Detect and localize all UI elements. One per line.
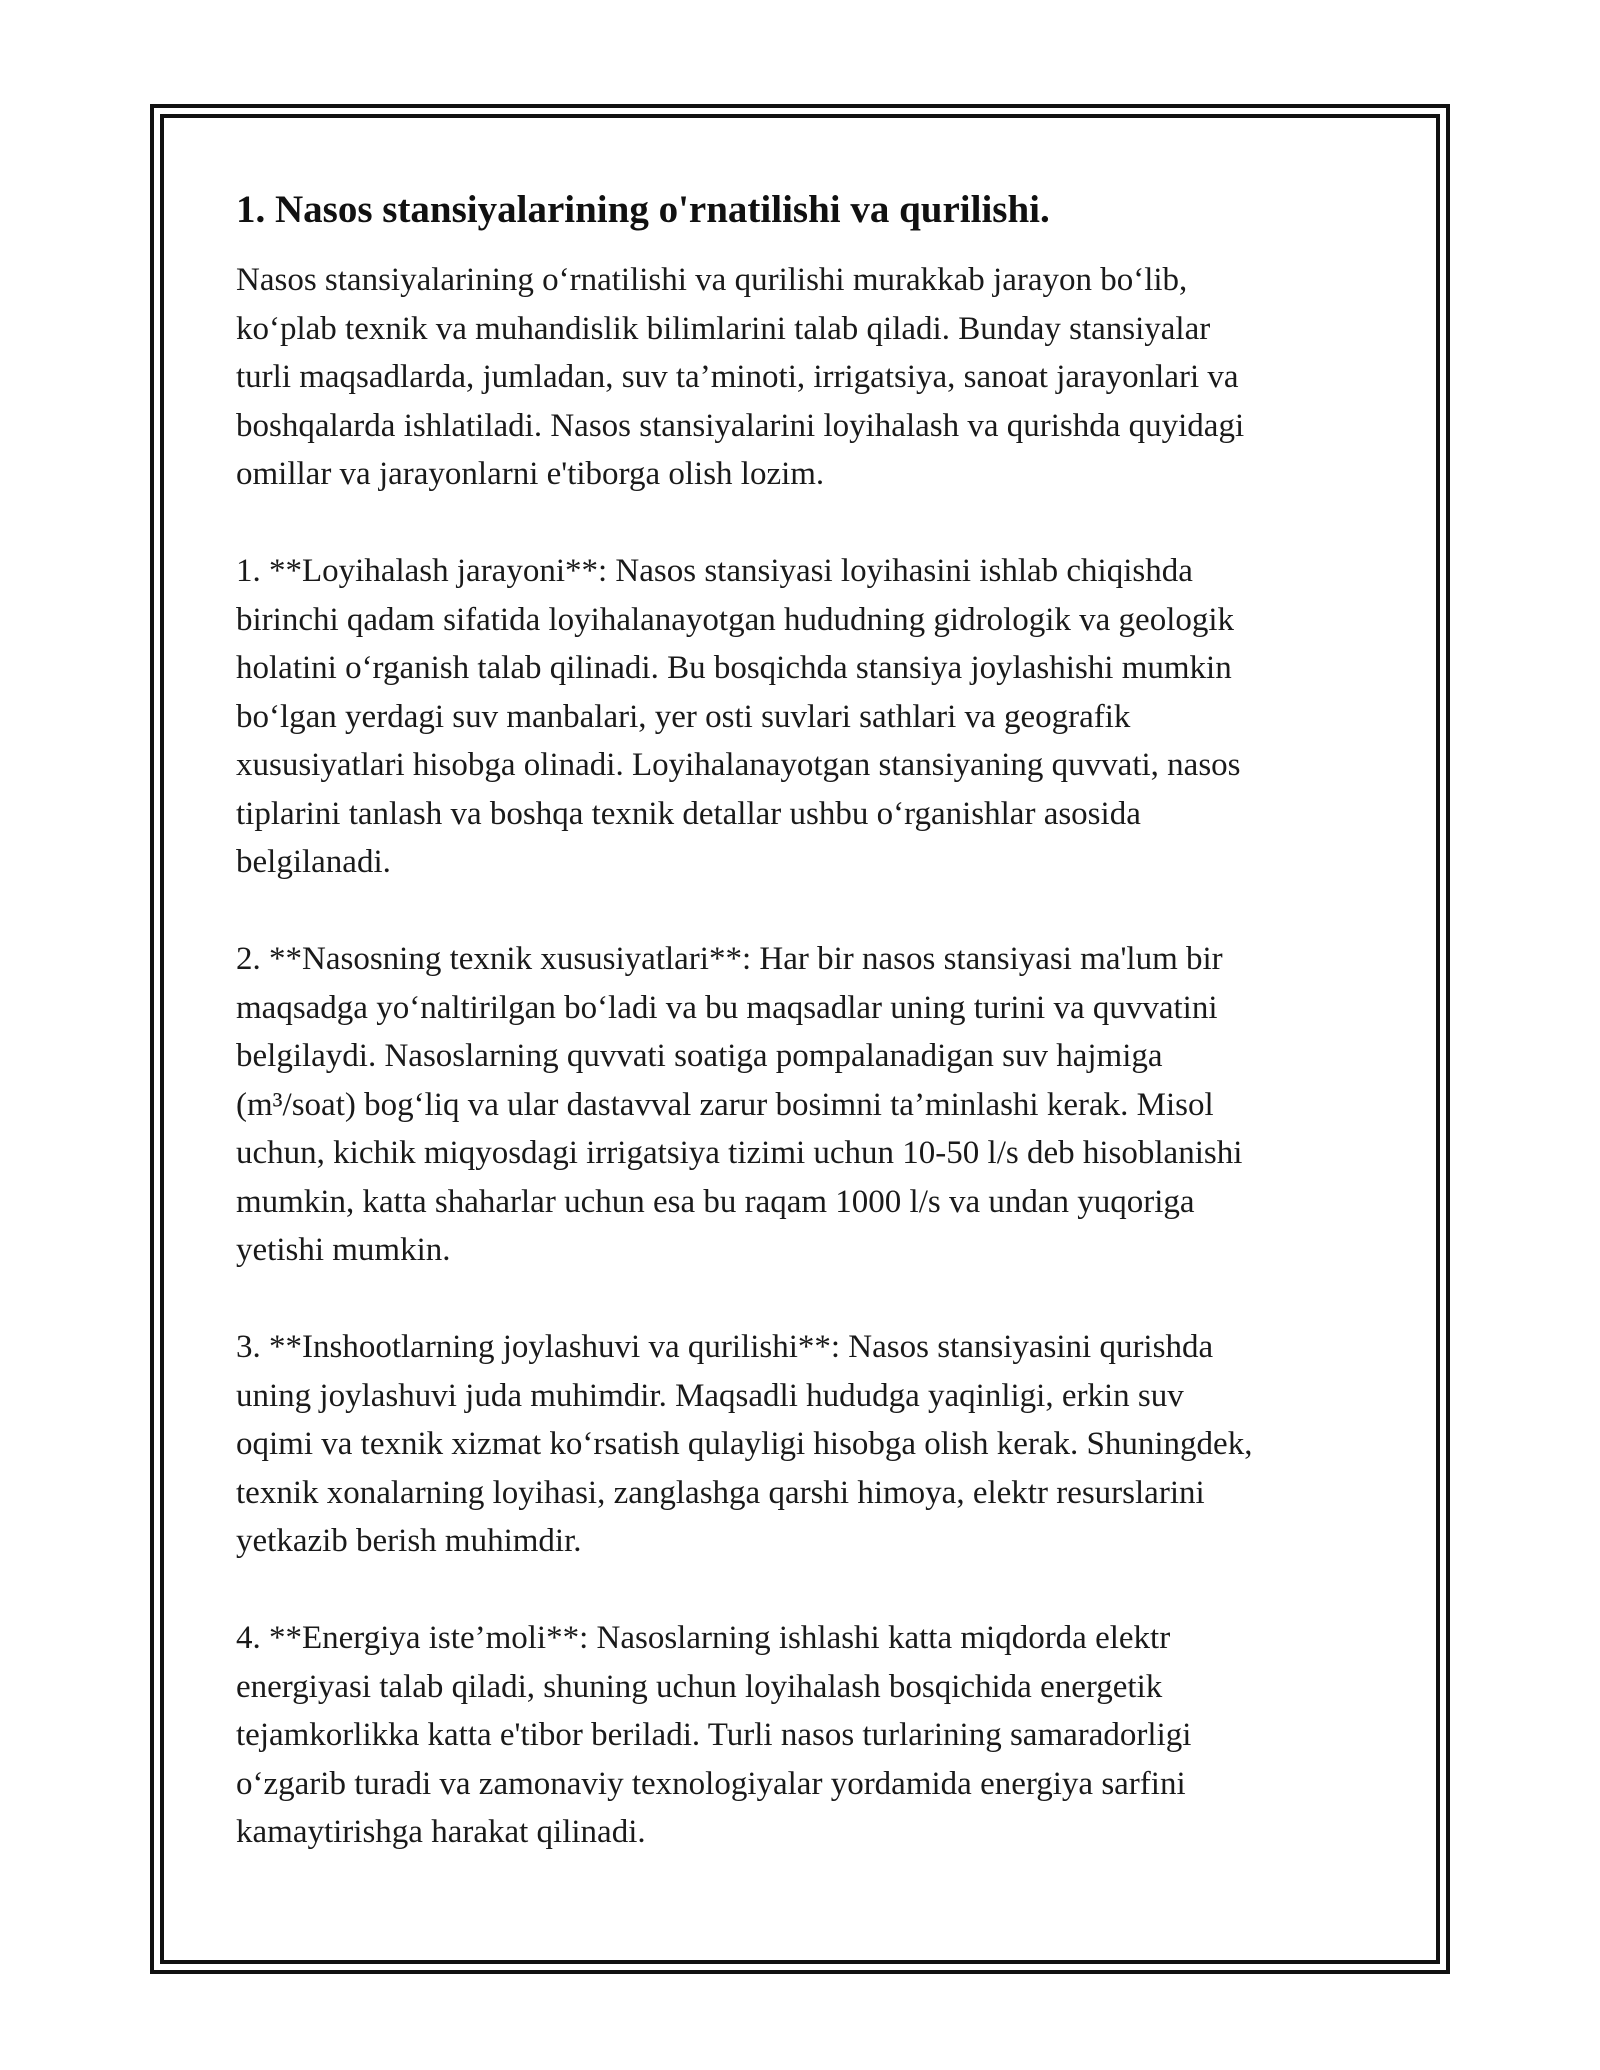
paragraph-line: 1. **Loyihalash jarayoni**: Nasos stansiyasi loyihasini ishlab chiqishda <box>236 553 1193 589</box>
document-body <box>236 186 1386 1905</box>
paragraph-line: uchun, kichik miqyosdagi irrigatsiya tizimi uchun 10-50 l/s deb hisoblanishi <box>236 1135 1243 1171</box>
paragraph-line: 3. **Inshootlarning joylashuvi va qurilishi**: Nasos stansiyasini qurishda <box>236 1329 1214 1365</box>
paragraph-line: ko‘plab texnik va muhandislik bilimlarini talab qiladi. Bunday stansiyalar <box>236 310 1211 347</box>
page-title: 1. Nasos stansiyalarining o'rnatilishi va qurilishi. <box>236 188 1050 231</box>
paragraph-line: 4. **Energiya iste’moli**: Nasoslarning ishlashi katta miqdorda elektr <box>236 1620 1171 1656</box>
paragraph-line: kamaytirishga harakat qilinadi. <box>236 1814 646 1850</box>
paragraph-line: tiplarini tanlash va boshqa texnik detallar ushbu o‘rganishlar asosida <box>236 795 1141 832</box>
section-texnik-xususiyatlari <box>236 935 1386 1275</box>
paragraph-line: holatini o‘rganish talab qilinadi. Bu bosqichda stansiya joylashishi mumkin <box>236 650 1232 686</box>
paragraph-line: omillar va jarayonlarni e'tiborga olish lozim. <box>236 456 825 492</box>
paragraph-line: energiyasi talab qiladi, shuning uchun loyihalash bosqichida energetik <box>236 1668 1163 1705</box>
paragraph-line: maqsadga yo‘naltirilgan bo‘ladi va bu maqsadlar uning turini va quvvatini <box>236 989 1218 1026</box>
section-inshootlar-joylashuvi <box>236 1323 1386 1566</box>
paragraph-line: belgilaydi. Nasoslarning quvvati soatiga pompalanadigan suv hajmiga <box>236 1038 1163 1074</box>
paragraph-line: yetishi mumkin. <box>236 1232 451 1268</box>
paragraph-line: yetkazib berish muhimdir. <box>236 1523 582 1559</box>
paragraph-line: xususiyatlari hisobga olinadi. Loyihalanayotgan stansiyaning quvvati, nasos <box>236 747 1241 783</box>
paragraph-line: texnik xonalarning loyihasi, zanglashga qarshi himoya, elektr resurslarini <box>236 1474 1205 1511</box>
paragraph-line: (m³/soat) bog‘liq va ular dastavval zarur bosimni ta’minlashi kerak. Misol <box>236 1086 1214 1123</box>
paragraph-line: mumkin, katta shaharlar uchun esa bu raqam 1000 l/s va undan yuqoriga <box>236 1183 1195 1220</box>
paragraph-line: Nasos stansiyalarining o‘rnatilishi va qurilishi murakkab jarayon bo‘lib, <box>236 262 1188 298</box>
section-energiya-istemoli <box>236 1614 1386 1857</box>
paragraph-line: 2. **Nasosning texnik xususiyatlari**: Har bir nasos stansiyasi ma'lum bir <box>236 941 1223 977</box>
paragraph-line: uning joylashuvi juda muhimdir. Maqsadli hududga yaqinligi, erkin suv <box>236 1377 1184 1414</box>
paragraph-line: oqimi va texnik xizmat ko‘rsatish qulayligi hisobga olish kerak. Shuningdek, <box>236 1426 1253 1462</box>
paragraph-line: turli maqsadlarda, jumladan, suv ta’minoti, irrigatsiya, sanoat jarayonlari va <box>236 359 1239 395</box>
intro-paragraph <box>236 256 1386 499</box>
paragraph-line: o‘zgarib turadi va zamonaviy texnologiyalar yordamida energiya sarfini <box>236 1765 1186 1802</box>
paragraph-line: boshqalarda ishlatiladi. Nasos stansiyalarini loyihalash va qurishda quyidagi <box>236 407 1245 444</box>
paragraph-line: bo‘lgan yerdagi suv manbalari, yer osti suvlari sathlari va geografik <box>236 698 1131 735</box>
paragraph-line: birinchi qadam sifatida loyihalanayotgan hududning gidrologik va geologik <box>236 601 1235 638</box>
paragraph-line: belgilanadi. <box>236 844 391 880</box>
section-loyihalash-jarayoni <box>236 547 1386 887</box>
paragraph-line: tejamkorlikka katta e'tibor beriladi. Turli nasos turlarining samaradorligi <box>236 1717 1192 1753</box>
